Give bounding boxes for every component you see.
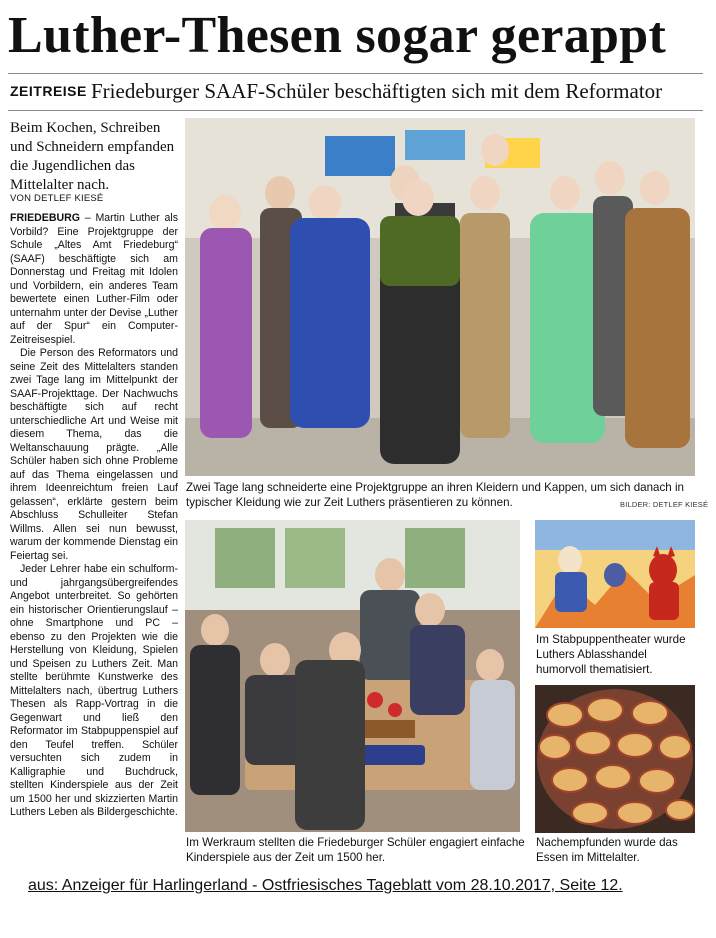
food-photo-caption: Nachempfunden wurde das Essen im Mittelalter. — [536, 836, 678, 864]
byline: VON DETLEF KIESÉ — [10, 193, 104, 204]
puppet-photo-caption: Im Stabpuppentheater wurde Luthers Ablasshandel humorvoll thematisiert. — [536, 633, 686, 676]
workshop-photo-caption: Im Werkraum stellten die Friedeburger Schüler engagiert einfache Kinderspiele aus der Zeit um 1500 her. — [186, 836, 525, 864]
puppet-photo — [535, 520, 695, 628]
subheadline: Friedeburger SAAF-Schüler beschäftigten sich mit dem Reformator — [91, 79, 663, 103]
dateline: FRIEDEBURG — [10, 212, 81, 224]
workshop-photo — [185, 520, 520, 832]
headline: Luther-Thesen sogar gerappt — [8, 7, 667, 64]
divider — [8, 73, 703, 74]
paragraph: FRIEDEBURG – Martin Luther als Vorbild? Eine Projektgruppe der Schule „Altes Amt Friedeburg“ (SAAF) beschäftigte sich am Donnerstag und Freitag mit Idolen und Vorbildern, ein anderes Team bewertete einen Luther-Film oder unternahm unter der Devise „Luther auf der Spur“ ein Computer-Zeitreisespiel. — [10, 212, 178, 346]
group-photo — [185, 118, 695, 476]
teaser: Beim Kochen, Schreiben und Schneidern empfanden die Jugendlichen das Mittelalter nach. — [10, 120, 175, 193]
article-body — [10, 212, 178, 872]
food-photo — [535, 685, 695, 833]
kicker: ZEITREISE — [10, 83, 87, 99]
group-photo-caption: Zwei Tage lang schneiderte eine Projektgruppe an ihren Kleidern und Kappen, um sich danach in typischer Kleidung wie zur Zeit Luthers präsentieren zu können. — [186, 481, 684, 509]
paragraph: Jeder Lehrer habe ein schulform- und jahrgangsübergreifendes Angebot unterbreitet. So gehörten ein historischer Orientierungslauf – ohne Smartphone und PC – ebenso zu den Projekten wie die Herstellung von Kleidung, Spielen und Speisen zu Luthers Zeit. Man stellte berühmte Kunstwerke des Mittelalters nach, übertrug Luthers Thesen als Rapp-Vortrag in die Gegenwart und ließ den Reformator im Stabpuppenspiel auf den Teufel treffen. Schüler versuchten sich zudem in Kalligraphie und Buchdruck, stellten Kinderspiele aus der Zeit um 1500 her und skizzierten Martin Luthers Leben als Bildergeschichte. — [10, 563, 178, 818]
source-note: aus: Anzeiger für Harlingerland - Ostfriesisches Tageblatt vom 28.10.2017, Seite 12. — [28, 877, 623, 894]
paragraph: Die Person des Reformators und seine Zeit des Mittelalters standen zwei Tage lang im Mittelpunkt der SAAF-Projekttage. Der Nachwuchs beschäftigte sich auf recht unterschiedliche Art und Weise mit diesem Thema, das die Weltanschauung prägte. „Alle Schüler haben sich ohne Probleme auf das Thema eingelassen und ihrem Ideenreichtum freien Lauf gelassen“, erklärte gestern beim Abschluss Schulleiter Stefan Willms. Allen sei nun bewusst, warum der kommende Dienstag ein Feiertag sei. — [10, 347, 178, 562]
photo-credit: BILDER: DETLEF KIESÉ — [620, 500, 709, 509]
divider — [8, 110, 703, 111]
